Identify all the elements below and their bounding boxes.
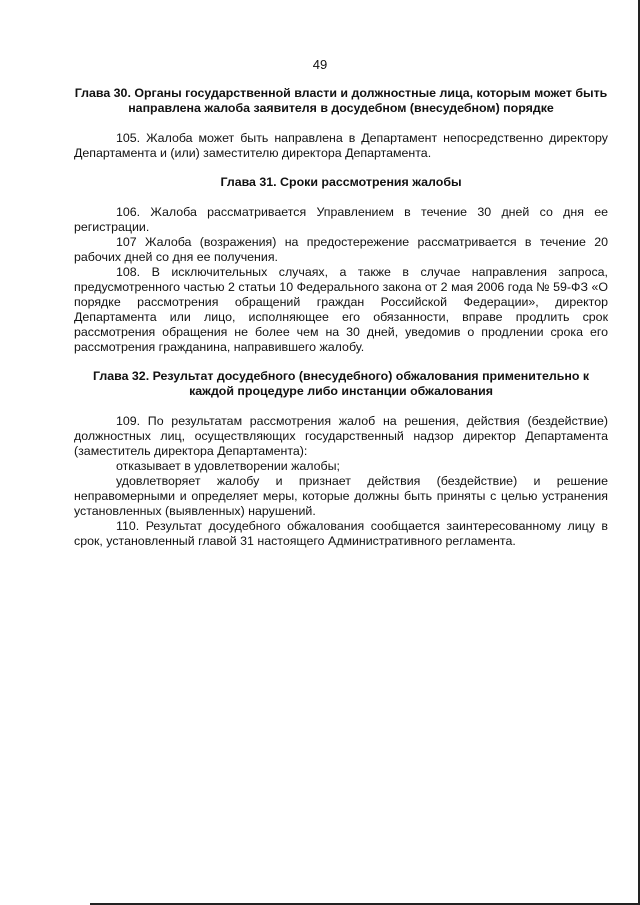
paragraph-109: 109. По результатам рассмотрения жалоб на решения, действия (бездействие) должностных лиц, осуществляющих государственный надзор директор Департамента (заместитель директора Департамента): — [74, 414, 608, 458]
paragraph-107: 107 Жалоба (возражения) на предостережение рассматривается в течение 20 рабочих дней со дня ее получения. — [74, 235, 608, 264]
document-body — [74, 86, 608, 549]
chapter-30-heading: Глава 30. Органы государственной власти и должностные лица, которым может быть направлена жалоба заявителя в досудебном (внесудебном) порядке — [74, 86, 608, 115]
chapter-31-heading: Глава 31. Сроки рассмотрения жалобы — [220, 175, 462, 189]
paragraph-108: 108. В исключительных случаях, а также в случае направления запроса, предусмотренного частью 2 статьи 10 Федерального закона от 2 мая 2006 года № 59-ФЗ «О порядке рассмотрения обращений граждан Российской Федерации», директор Департамента или лицо, исполняющее его обязанности, вправе продлить срок рассмотрения обращения не более чем на 30 дней, уведомив о продлении срока его рассмотрения гражданина, направившего жалобу. — [74, 265, 608, 354]
paragraph-109-item-1: отказывает в удовлетворении жалобы; — [116, 459, 340, 473]
paragraph-110: 110. Результат досудебного обжалования сообщается заинтересованному лицу в срок, установленный главой 31 настоящего Административного регламента. — [74, 519, 608, 548]
page-number: 49 — [312, 57, 328, 72]
chapter-32-heading: Глава 32. Результат досудебного (внесудебного) обжалования применительно к каждой процедуре либо инстанции обжалования — [92, 369, 590, 398]
paragraph-106: 106. Жалоба рассматривается Управлением в течение 30 дней со дня ее регистрации. — [74, 205, 608, 234]
paragraph-105: 105. Жалоба может быть направлена в Департамент непосредственно директору Департамента и (или) заместителю директора Департамента. — [74, 131, 608, 160]
paragraph-109-item-2: удовлетворяет жалобу и признает действия (бездействие) и решение неправомерными и определяет меры, которые должны быть приняты с целью устранения установленных (выявленных) нарушений. — [74, 474, 608, 518]
